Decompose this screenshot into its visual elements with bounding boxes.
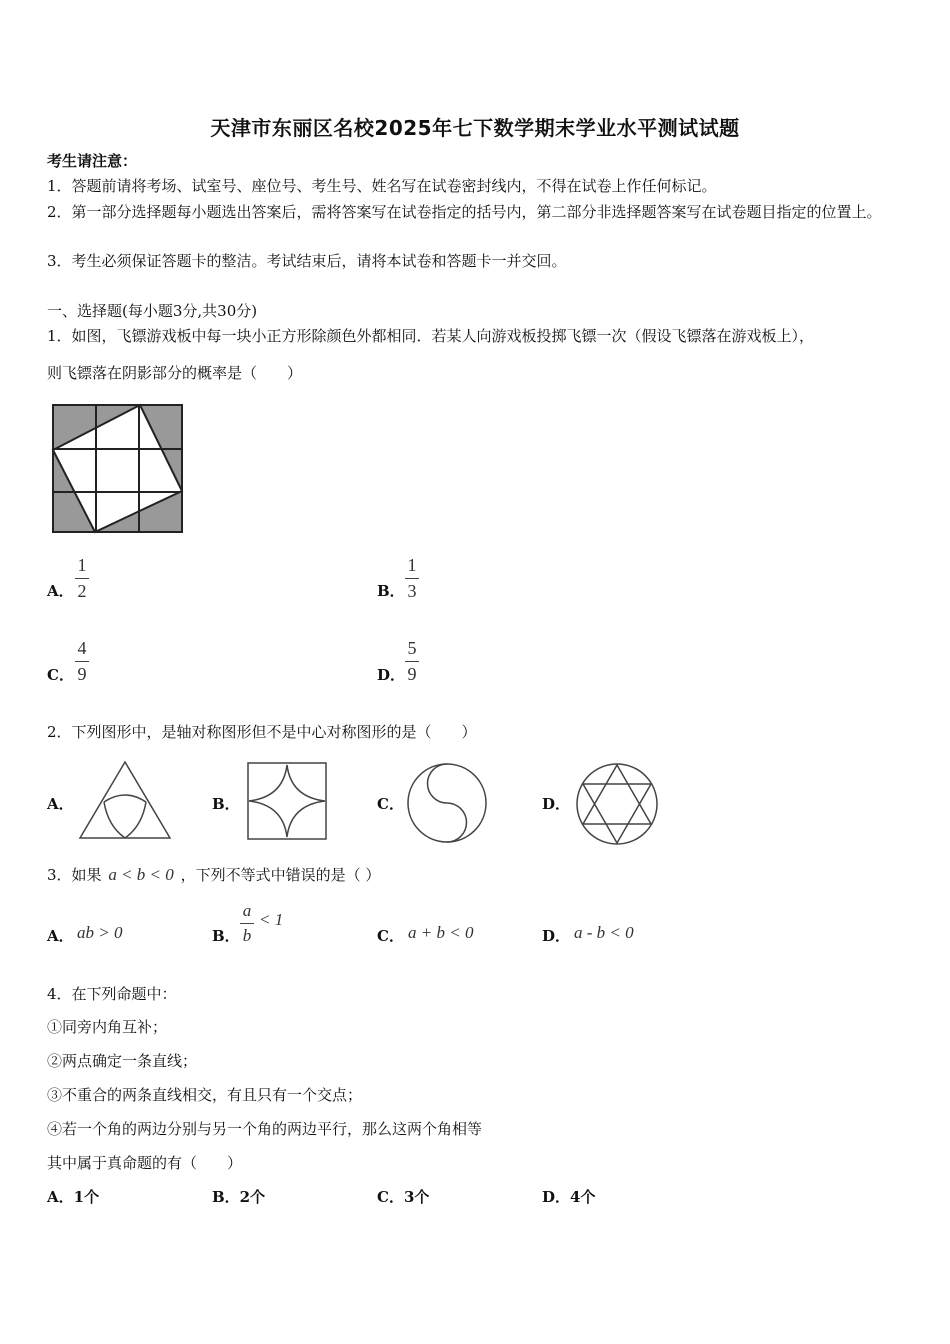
q4-option-c: C．3个 — [377, 1188, 430, 1206]
q2-option-c-label: C． — [377, 795, 404, 813]
q3-stem-pre: 3．如果 — [47, 866, 102, 884]
q1-option-c-num: 4 — [77, 638, 87, 658]
q3-option-a-label: A． — [47, 927, 74, 945]
notice-heading: 考生请注意： — [47, 152, 138, 170]
q3-stem-post: ，下列不等式中错误的是（ ） — [180, 866, 381, 884]
q1-dartboard-figure — [52, 404, 184, 534]
q4-statement-1: ①同旁内角互补； — [47, 1018, 168, 1036]
q2-figure-triangle-with-arcs — [78, 760, 172, 840]
q1-option-a-num: 1 — [77, 555, 87, 575]
section-heading: 一、选择题(每小题3分,共30分) — [47, 302, 258, 320]
q4-option-a: A．1个 — [47, 1188, 100, 1206]
q2-option-a-label: A． — [47, 795, 74, 813]
q1-option-b-fraction — [405, 555, 419, 602]
q1-option-b-label: B． — [377, 582, 405, 600]
q3-option-b-relation: < 1 — [259, 910, 284, 929]
q4-option-d: D．4个 — [542, 1188, 596, 1206]
q1-option-d-label: D． — [377, 666, 406, 684]
q1-option-c-den: 9 — [77, 664, 87, 684]
q3-option-c-expr: a + b < 0 — [408, 923, 474, 942]
q2-stem: 2．下列图形中，是轴对称图形但不是中心对称图形的是（ ） — [47, 723, 477, 741]
notice-item-1: 1．答题前请将考场、试室号、座位号、考生号、姓名写在试卷密封线内，不得在试卷上作任何标记。 — [47, 177, 717, 195]
q3-option-c-label: C． — [377, 927, 404, 945]
q3-option-d-label: D． — [542, 927, 571, 945]
q4-statement-3: ③不重合的两条直线相交，有且只有一个交点； — [47, 1086, 363, 1104]
q3-condition: a < b < 0 — [108, 865, 174, 884]
q1-option-d-num: 5 — [407, 638, 417, 658]
q2-figure-square-with-star — [247, 762, 327, 840]
fraction-bar — [75, 578, 89, 579]
q3-option-b-fraction — [240, 901, 254, 946]
page-title: 天津市东丽区名校2025年七下数学期末学业水平测试试题 — [210, 116, 740, 140]
q4-option-b: B．2个 — [212, 1188, 266, 1206]
q3-option-d-expr: a - b < 0 — [574, 923, 634, 942]
q2-option-b-label: B． — [212, 795, 240, 813]
q1-option-a-den: 2 — [77, 581, 87, 601]
q1-stem-line2: 则飞镖落在阴影部分的概率是（ ） — [47, 364, 303, 382]
q1-option-b-num: 1 — [407, 555, 417, 575]
q1-option-d-den: 9 — [407, 664, 417, 684]
q1-option-c-fraction — [75, 638, 89, 685]
q4-question: 其中属于真命题的有（ ） — [47, 1154, 243, 1172]
q2-figure-yin-yang-circle — [406, 762, 488, 844]
q3-option-b-label: B． — [212, 927, 240, 945]
q1-stem-line1: 1．如图，飞镖游戏板中每一块小正方形除颜色外都相同．若某人向游戏板投掷飞镖一次（假设飞镖落在游戏板上）， — [47, 327, 815, 345]
q2-figure-hexagram-in-circle — [575, 762, 659, 846]
q3-option-a-expr: ab > 0 — [77, 923, 123, 942]
fraction-bar — [405, 661, 419, 662]
q4-statement-2: ②两点确定一条直线； — [47, 1052, 198, 1070]
fraction-bar — [405, 578, 419, 579]
q1-option-a-label: A． — [47, 582, 74, 600]
q3-stem — [47, 864, 380, 886]
q4-stem: 4．在下列命题中： — [47, 985, 177, 1003]
notice-item-3: 3．考生必须保证答题卡的整洁。考试结束后，请将本试卷和答题卡一并交回。 — [47, 252, 567, 270]
q3-option-b-num: a — [242, 901, 252, 920]
q1-option-a-fraction — [75, 555, 89, 602]
fraction-bar — [240, 923, 254, 924]
fraction-bar — [75, 661, 89, 662]
notice-item-2: 2．第一部分选择题每小题选出答案后，需将答案写在试卷指定的括号内，第二部分非选择题答案写在试卷题目指定的位置上。 — [47, 203, 882, 221]
q1-option-d-fraction — [405, 638, 419, 685]
q1-option-b-den: 3 — [407, 581, 417, 601]
q3-option-b-den: b — [242, 926, 252, 945]
q2-option-d-label: D． — [542, 795, 571, 813]
q4-statement-4: ④若一个角的两边分别与另一个角的两边平行，那么这两个角相等 — [47, 1120, 483, 1138]
q1-option-c-label: C． — [47, 666, 74, 684]
